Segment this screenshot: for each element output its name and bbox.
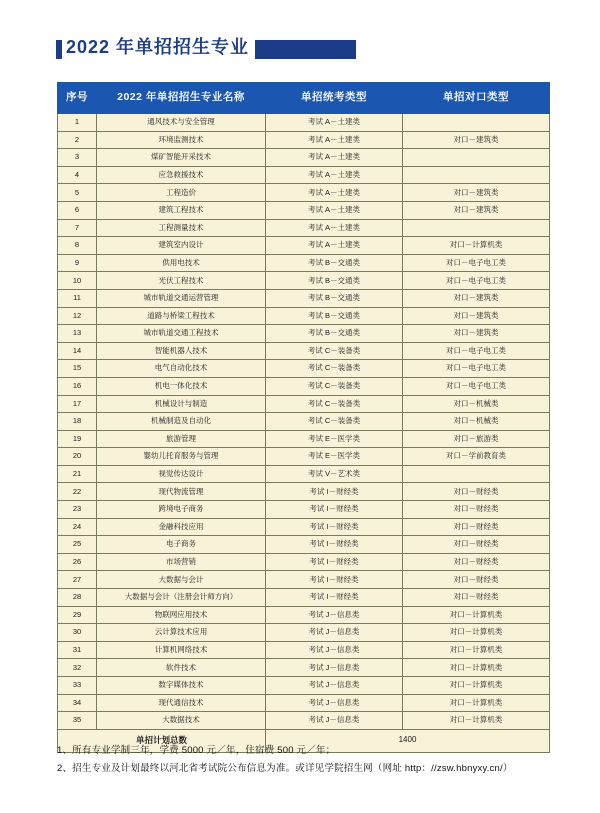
cell-no: 30 bbox=[58, 624, 97, 642]
cell-target-type: 对口－计算机类 bbox=[403, 641, 550, 659]
page-title bbox=[56, 34, 356, 64]
cell-major-name: 城市轨道交通工程技术 bbox=[97, 325, 266, 343]
cell-target-type: 对口－计算机类 bbox=[403, 712, 550, 730]
cell-no: 10 bbox=[58, 272, 97, 290]
cell-no: 33 bbox=[58, 677, 97, 695]
table-row bbox=[58, 659, 550, 677]
cell-exam-type: 考试 A－土建类 bbox=[266, 237, 403, 255]
cell-exam-type: 考试 B－交通类 bbox=[266, 325, 403, 343]
cell-exam-type: 考试 C－装备类 bbox=[266, 395, 403, 413]
table-row bbox=[58, 518, 550, 536]
cell-exam-type: 考试 A－土建类 bbox=[266, 131, 403, 149]
cell-exam-type: 考试 I－财经类 bbox=[266, 553, 403, 571]
cell-exam-type: 考试 B－交通类 bbox=[266, 272, 403, 290]
cell-exam-type: 考试 J－信息类 bbox=[266, 659, 403, 677]
cell-exam-type: 考试 I－财经类 bbox=[266, 571, 403, 589]
cell-target-type: 对口－计算机类 bbox=[403, 677, 550, 695]
cell-exam-type: 考试 A－土建类 bbox=[266, 201, 403, 219]
cell-target-type: 对口－建筑类 bbox=[403, 131, 550, 149]
cell-major-name: 建筑工程技术 bbox=[97, 201, 266, 219]
cell-major-name: 金融科技应用 bbox=[97, 518, 266, 536]
cell-exam-type: 考试 E－医学类 bbox=[266, 430, 403, 448]
cell-target-type bbox=[403, 114, 550, 132]
cell-no: 7 bbox=[58, 219, 97, 237]
table-row bbox=[58, 254, 550, 272]
cell-exam-type: 考试 J－信息类 bbox=[266, 641, 403, 659]
cell-no: 22 bbox=[58, 483, 97, 501]
table-row bbox=[58, 553, 550, 571]
table-row bbox=[58, 694, 550, 712]
cell-target-type: 对口－财经类 bbox=[403, 553, 550, 571]
table-row bbox=[58, 624, 550, 642]
table-row bbox=[58, 201, 550, 219]
cell-no: 34 bbox=[58, 694, 97, 712]
cell-major-name: 通风技术与安全管理 bbox=[97, 114, 266, 132]
table-row bbox=[58, 641, 550, 659]
table-row bbox=[58, 677, 550, 695]
column-header-major-name: 2022 年单招招生专业名称 bbox=[97, 83, 266, 114]
table-row bbox=[58, 149, 550, 167]
cell-major-name: 机械制造及自动化 bbox=[97, 413, 266, 431]
cell-major-name: 现代通信技术 bbox=[97, 694, 266, 712]
cell-target-type: 对口－电子电工类 bbox=[403, 254, 550, 272]
table-row bbox=[58, 377, 550, 395]
cell-target-type: 对口－机械类 bbox=[403, 395, 550, 413]
cell-major-name: 供用电技术 bbox=[97, 254, 266, 272]
cell-target-type: 对口－旅游类 bbox=[403, 430, 550, 448]
cell-no: 11 bbox=[58, 289, 97, 307]
cell-no: 5 bbox=[58, 184, 97, 202]
cell-exam-type: 考试 C－装备类 bbox=[266, 377, 403, 395]
table-row bbox=[58, 342, 550, 360]
cell-target-type: 对口－计算机类 bbox=[403, 694, 550, 712]
cell-no: 9 bbox=[58, 254, 97, 272]
cell-exam-type: 考试 B－交通类 bbox=[266, 254, 403, 272]
cell-no: 6 bbox=[58, 201, 97, 219]
cell-target-type: 对口－财经类 bbox=[403, 589, 550, 607]
cell-exam-type: 考试 B－交通类 bbox=[266, 289, 403, 307]
cell-target-type: 对口－电子电工类 bbox=[403, 272, 550, 290]
cell-no: 12 bbox=[58, 307, 97, 325]
table-row bbox=[58, 272, 550, 290]
cell-major-name: 应急救援技术 bbox=[97, 166, 266, 184]
table-row bbox=[58, 289, 550, 307]
cell-target-type: 对口－财经类 bbox=[403, 501, 550, 519]
majors-table-wrap bbox=[57, 82, 545, 753]
cell-major-name: 软件技术 bbox=[97, 659, 266, 677]
cell-exam-type: 考试 I－财经类 bbox=[266, 536, 403, 554]
cell-no: 26 bbox=[58, 553, 97, 571]
cell-exam-type: 考试 I－财经类 bbox=[266, 501, 403, 519]
cell-major-name: 云计算技术应用 bbox=[97, 624, 266, 642]
cell-major-name: 工程测量技术 bbox=[97, 219, 266, 237]
cell-no: 17 bbox=[58, 395, 97, 413]
cell-exam-type: 考试 A－土建类 bbox=[266, 149, 403, 167]
total-value: 1400 bbox=[266, 729, 550, 752]
cell-target-type bbox=[403, 219, 550, 237]
table-row bbox=[58, 325, 550, 343]
cell-no: 24 bbox=[58, 518, 97, 536]
note-line-2: 2、招生专业及计划最终以河北省考试院公布信息为准。或详见学院招生网（网址 http：//zsw.hbnyxy.cn/） bbox=[57, 763, 513, 774]
cell-exam-type: 考试 A－土建类 bbox=[266, 184, 403, 202]
cell-exam-type: 考试 A－土建类 bbox=[266, 219, 403, 237]
cell-target-type: 对口－财经类 bbox=[403, 483, 550, 501]
cell-no: 4 bbox=[58, 166, 97, 184]
cell-no: 8 bbox=[58, 237, 97, 255]
cell-exam-type: 考试 C－装备类 bbox=[266, 360, 403, 378]
table-row bbox=[58, 219, 550, 237]
cell-major-name: 大数据与会计 bbox=[97, 571, 266, 589]
cell-target-type: 对口－计算机类 bbox=[403, 659, 550, 677]
cell-target-type bbox=[403, 149, 550, 167]
cell-major-name: 旅游管理 bbox=[97, 430, 266, 448]
cell-no: 13 bbox=[58, 325, 97, 343]
table-row bbox=[58, 184, 550, 202]
cell-exam-type: 考试 A－土建类 bbox=[266, 166, 403, 184]
cell-no: 35 bbox=[58, 712, 97, 730]
table-row bbox=[58, 237, 550, 255]
table-row bbox=[58, 448, 550, 466]
cell-major-name: 机电一体化技术 bbox=[97, 377, 266, 395]
cell-exam-type: 考试 C－装备类 bbox=[266, 413, 403, 431]
cell-no: 14 bbox=[58, 342, 97, 360]
cell-no: 31 bbox=[58, 641, 97, 659]
cell-target-type: 对口－计算机类 bbox=[403, 624, 550, 642]
table-row bbox=[58, 395, 550, 413]
cell-major-name: 数字媒体技术 bbox=[97, 677, 266, 695]
cell-major-name: 电子商务 bbox=[97, 536, 266, 554]
cell-no: 3 bbox=[58, 149, 97, 167]
cell-target-type: 对口－学前教育类 bbox=[403, 448, 550, 466]
column-header-target-type: 单招对口类型 bbox=[403, 83, 550, 114]
cell-exam-type: 考试 J－信息类 bbox=[266, 624, 403, 642]
cell-no: 16 bbox=[58, 377, 97, 395]
cell-exam-type: 考试 I－财经类 bbox=[266, 518, 403, 536]
table-row bbox=[58, 430, 550, 448]
cell-major-name: 智能机器人技术 bbox=[97, 342, 266, 360]
table-row bbox=[58, 606, 550, 624]
cell-exam-type: 考试 J－信息类 bbox=[266, 712, 403, 730]
cell-no: 29 bbox=[58, 606, 97, 624]
table-row bbox=[58, 501, 550, 519]
cell-major-name: 建筑室内设计 bbox=[97, 237, 266, 255]
notes-block bbox=[57, 742, 557, 778]
table-row bbox=[58, 571, 550, 589]
cell-major-name: 环境监测技术 bbox=[97, 131, 266, 149]
cell-no: 21 bbox=[58, 465, 97, 483]
column-header-exam-type: 单招统考类型 bbox=[266, 83, 403, 114]
note-line-1: 1、所有专业学制三年，学费 5000 元／年，住宿费 500 元／年； bbox=[57, 745, 336, 756]
cell-no: 20 bbox=[58, 448, 97, 466]
cell-exam-type: 考试 J－信息类 bbox=[266, 694, 403, 712]
cell-major-name: 机械设计与制造 bbox=[97, 395, 266, 413]
cell-target-type: 对口－建筑类 bbox=[403, 289, 550, 307]
cell-major-name: 大数据技术 bbox=[97, 712, 266, 730]
cell-major-name: 煤矿智能开采技术 bbox=[97, 149, 266, 167]
table-row bbox=[58, 114, 550, 132]
cell-target-type: 对口－电子电工类 bbox=[403, 342, 550, 360]
cell-exam-type: 考试 J－信息类 bbox=[266, 606, 403, 624]
cell-exam-type: 考试 I－财经类 bbox=[266, 483, 403, 501]
cell-target-type: 对口－财经类 bbox=[403, 571, 550, 589]
cell-no: 28 bbox=[58, 589, 97, 607]
cell-major-name: 视觉传达设计 bbox=[97, 465, 266, 483]
cell-target-type: 对口－计算机类 bbox=[403, 237, 550, 255]
cell-major-name: 电气自动化技术 bbox=[97, 360, 266, 378]
cell-no: 27 bbox=[58, 571, 97, 589]
table-row bbox=[58, 483, 550, 501]
cell-major-name: 大数据与会计（注册会计师方向） bbox=[97, 589, 266, 607]
cell-target-type: 对口－计算机类 bbox=[403, 606, 550, 624]
table-row bbox=[58, 166, 550, 184]
table-header-row bbox=[58, 83, 550, 114]
cell-major-name: 跨境电子商务 bbox=[97, 501, 266, 519]
title-text: 2022 年单招招生专业 bbox=[62, 34, 255, 61]
cell-target-type: 对口－建筑类 bbox=[403, 184, 550, 202]
cell-exam-type: 考试 J－信息类 bbox=[266, 677, 403, 695]
majors-table bbox=[57, 82, 550, 753]
cell-target-type: 对口－机械类 bbox=[403, 413, 550, 431]
table-row bbox=[58, 131, 550, 149]
table-row bbox=[58, 465, 550, 483]
table-row bbox=[58, 360, 550, 378]
cell-major-name: 道路与桥梁工程技术 bbox=[97, 307, 266, 325]
cell-no: 25 bbox=[58, 536, 97, 554]
table-row bbox=[58, 413, 550, 431]
cell-target-type: 对口－建筑类 bbox=[403, 201, 550, 219]
cell-target-type bbox=[403, 465, 550, 483]
cell-major-name: 婴幼儿托育服务与管理 bbox=[97, 448, 266, 466]
cell-major-name: 城市轨道交通运营管理 bbox=[97, 289, 266, 307]
cell-exam-type: 考试 V－艺术类 bbox=[266, 465, 403, 483]
cell-target-type bbox=[403, 166, 550, 184]
cell-major-name: 光伏工程技术 bbox=[97, 272, 266, 290]
table-head bbox=[58, 83, 550, 114]
cell-major-name: 工程造价 bbox=[97, 184, 266, 202]
cell-no: 18 bbox=[58, 413, 97, 431]
cell-exam-type: 考试 I－财经类 bbox=[266, 589, 403, 607]
cell-major-name: 现代物流管理 bbox=[97, 483, 266, 501]
cell-exam-type: 考试 C－装备类 bbox=[266, 342, 403, 360]
cell-no: 15 bbox=[58, 360, 97, 378]
cell-target-type: 对口－电子电工类 bbox=[403, 377, 550, 395]
table-row bbox=[58, 712, 550, 730]
cell-no: 32 bbox=[58, 659, 97, 677]
cell-no: 19 bbox=[58, 430, 97, 448]
cell-target-type: 对口－财经类 bbox=[403, 518, 550, 536]
cell-target-type: 对口－建筑类 bbox=[403, 325, 550, 343]
cell-no: 23 bbox=[58, 501, 97, 519]
cell-exam-type: 考试 A－土建类 bbox=[266, 114, 403, 132]
cell-target-type: 对口－电子电工类 bbox=[403, 360, 550, 378]
cell-exam-type: 考试 B－交通类 bbox=[266, 307, 403, 325]
table-row bbox=[58, 536, 550, 554]
cell-no: 2 bbox=[58, 131, 97, 149]
cell-major-name: 计算机网络技术 bbox=[97, 641, 266, 659]
cell-major-name: 市场营销 bbox=[97, 553, 266, 571]
cell-no: 1 bbox=[58, 114, 97, 132]
table-body bbox=[58, 114, 550, 753]
table-row bbox=[58, 307, 550, 325]
table-row bbox=[58, 589, 550, 607]
cell-target-type: 对口－建筑类 bbox=[403, 307, 550, 325]
cell-major-name: 物联网应用技术 bbox=[97, 606, 266, 624]
cell-target-type: 对口－财经类 bbox=[403, 536, 550, 554]
column-header-no: 序号 bbox=[58, 83, 97, 114]
cell-exam-type: 考试 E－医学类 bbox=[266, 448, 403, 466]
total-label: 单招计划总数 bbox=[58, 729, 266, 752]
